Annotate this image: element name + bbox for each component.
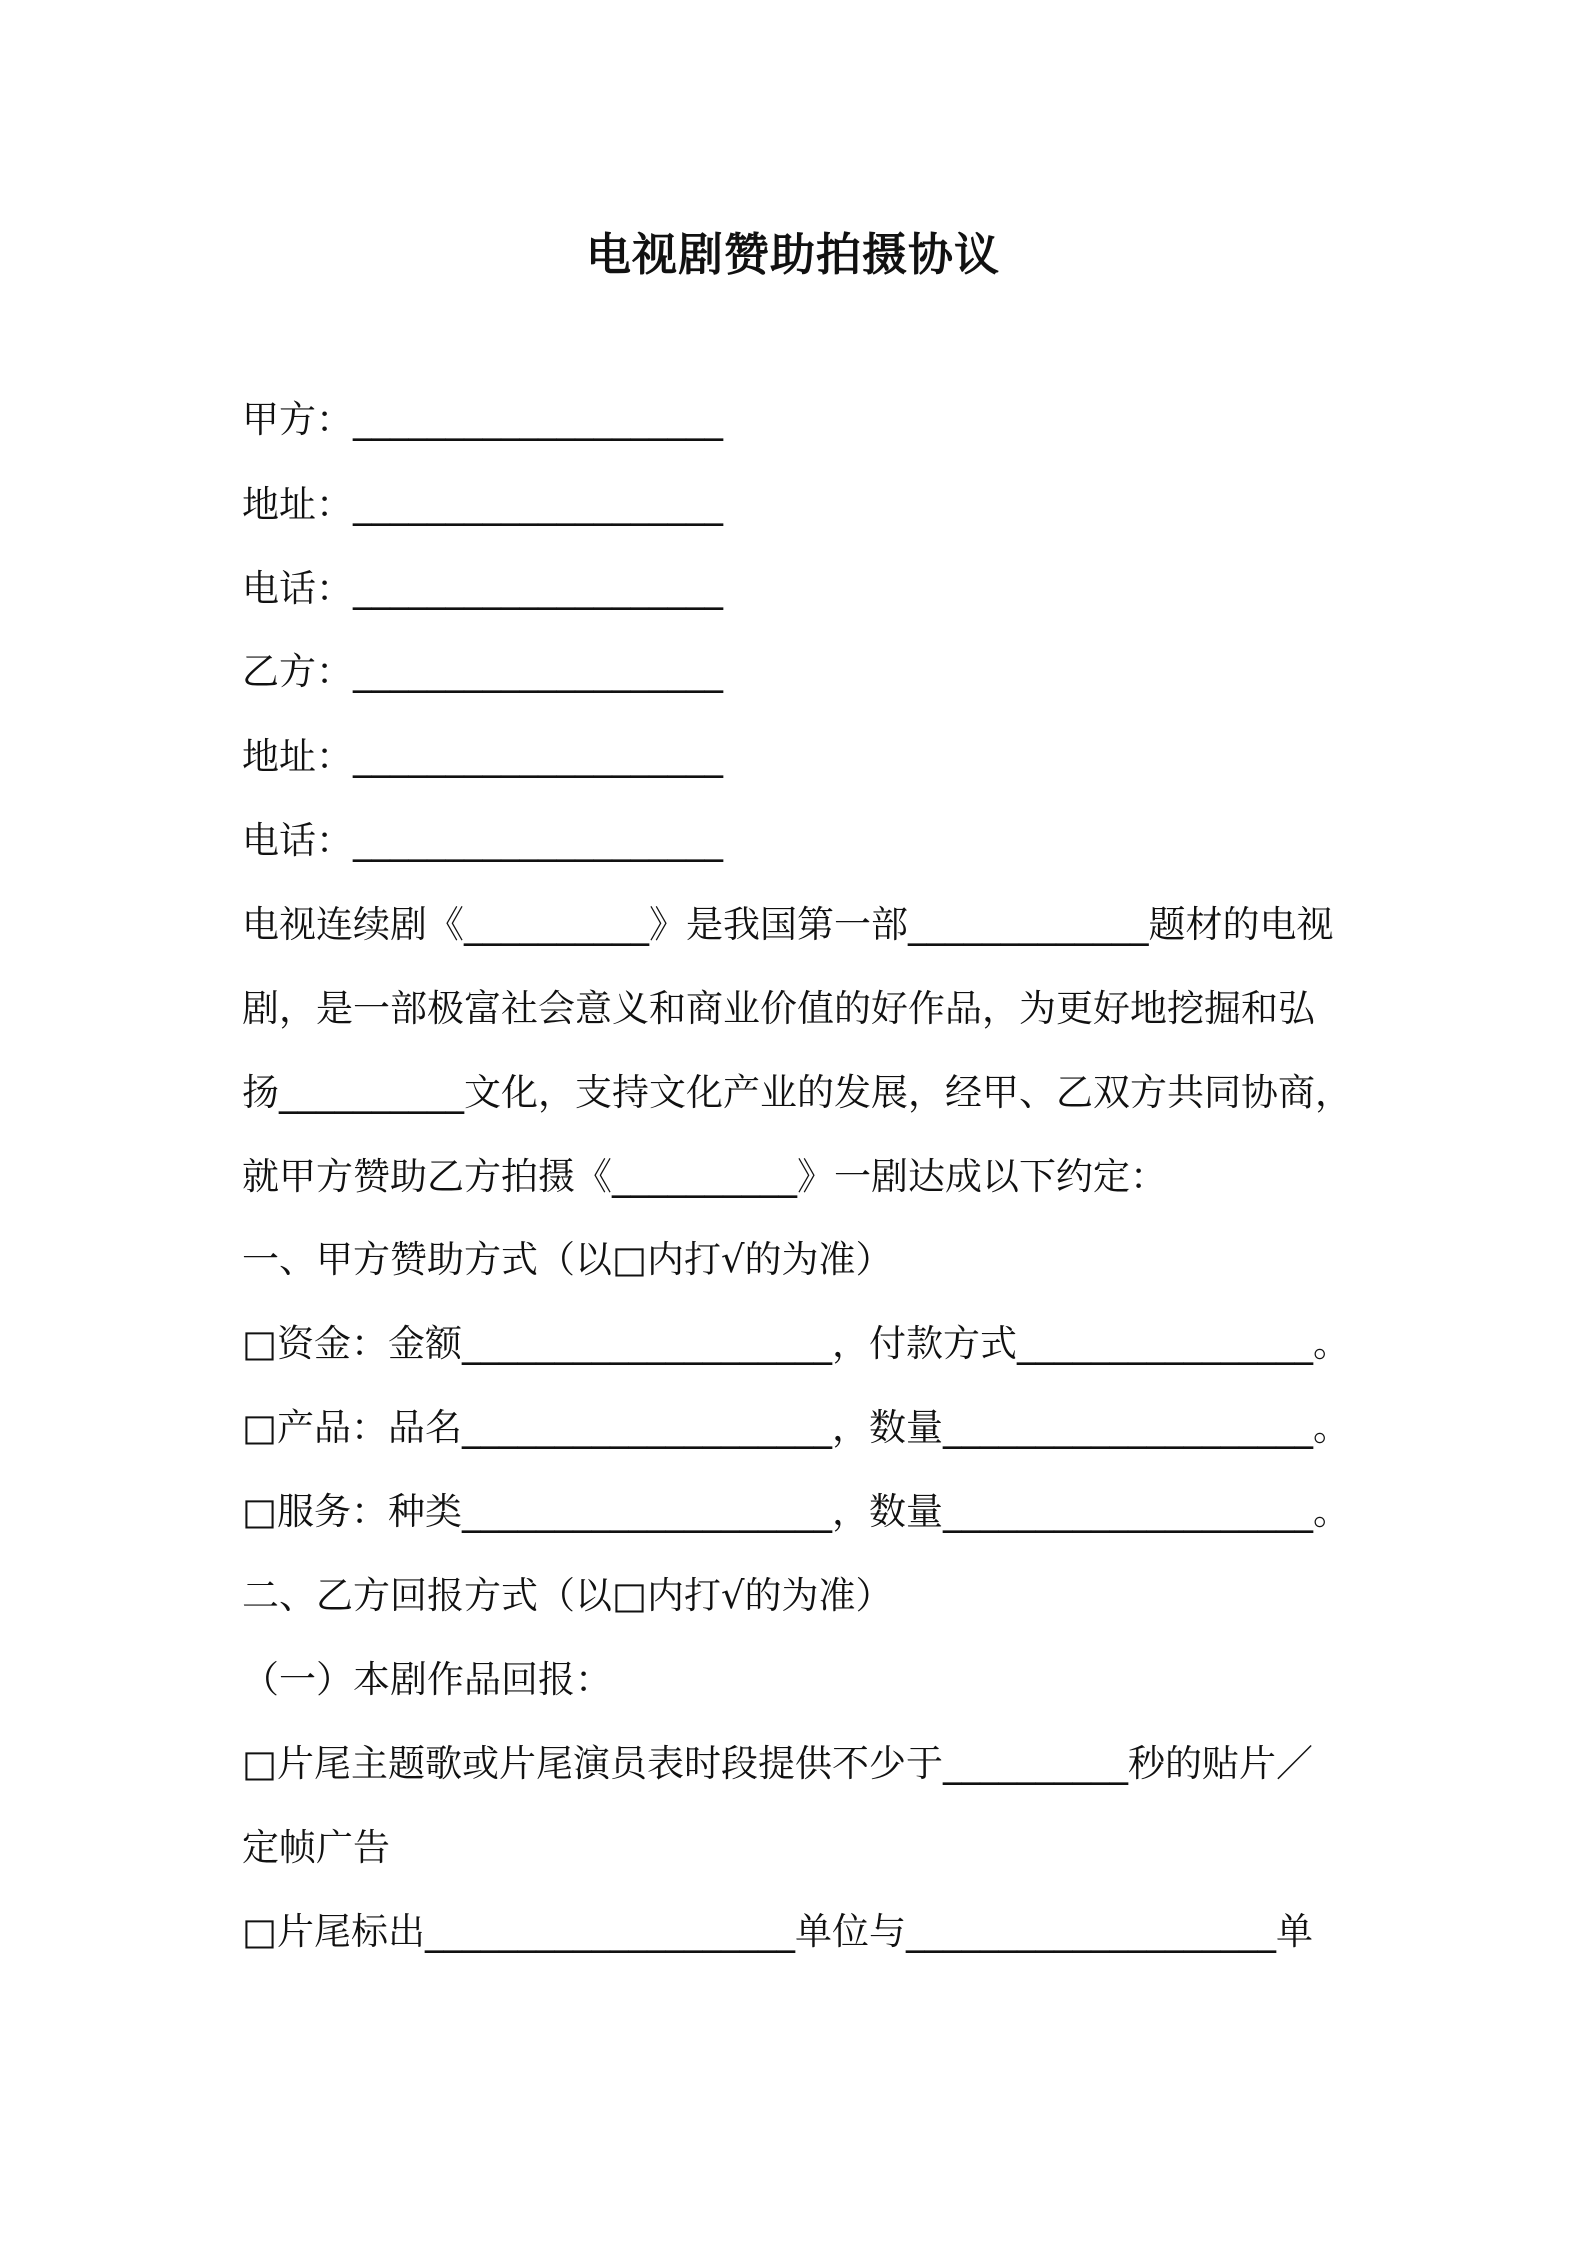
party-b-address-line [242,733,1362,781]
party-b-line [242,648,1362,696]
intro-paragraph-line: 电视连续剧《__________》是我国第一部_____________题材的电视 [242,903,1334,946]
party-b-blank: ____________________ [353,650,723,693]
party-a-address-blank: ____________________ [353,483,723,526]
party-a-line [242,396,1362,444]
party-a-phone-label: 电话： [242,567,353,610]
sponsorship-item-products: □产品：品名____________________，数量____________________。 [242,1406,1350,1449]
return-item-line: □片尾主题歌或片尾演员表时段提供不少于__________秒的贴片／ [242,1742,1313,1785]
section-2-heading: 二、乙方回报方式（以□内打√的为准） [242,1574,893,1617]
sponsorship-item-funds: □资金：金额____________________，付款方式________________。 [242,1322,1350,1365]
intro-paragraph-line: 扬__________文化，支持文化产业的发展，经甲、乙双方共同协商， [242,1071,1352,1114]
party-a-phone-blank: ____________________ [353,567,723,610]
party-a-label: 甲方： [242,398,353,441]
party-b-phone-line [242,817,1362,865]
party-b-address-label: 地址： [242,735,353,778]
party-b-phone-label: 电话： [242,819,353,862]
party-a-blank: ____________________ [353,398,723,441]
party-b-label: 乙方： [242,650,353,693]
party-a-address-label: 地址： [242,483,353,526]
intro-paragraph-line: 就甲方赞助乙方拍摄《__________》一剧达成以下约定： [242,1155,1167,1198]
return-item-line: □片尾标出____________________单位与____________________单 [242,1910,1313,1953]
document-title: 电视剧赞助拍摄协议 [585,228,1000,281]
sponsorship-item-services: □服务：种类____________________，数量____________________。 [242,1490,1350,1533]
section-1-heading: 一、甲方赞助方式（以□内打√的为准） [242,1238,893,1281]
party-a-phone-line [242,565,1362,613]
party-a-address-line [242,481,1362,529]
party-b-address-blank: ____________________ [353,735,723,778]
party-b-phone-blank: ____________________ [353,819,723,862]
subsection-heading: （一）本剧作品回报： [242,1658,612,1701]
intro-paragraph-line: 剧，是一部极富社会意义和商业价值的好作品，为更好地挖掘和弘 [242,987,1315,1030]
return-item-line: 定帧广告 [242,1826,390,1869]
